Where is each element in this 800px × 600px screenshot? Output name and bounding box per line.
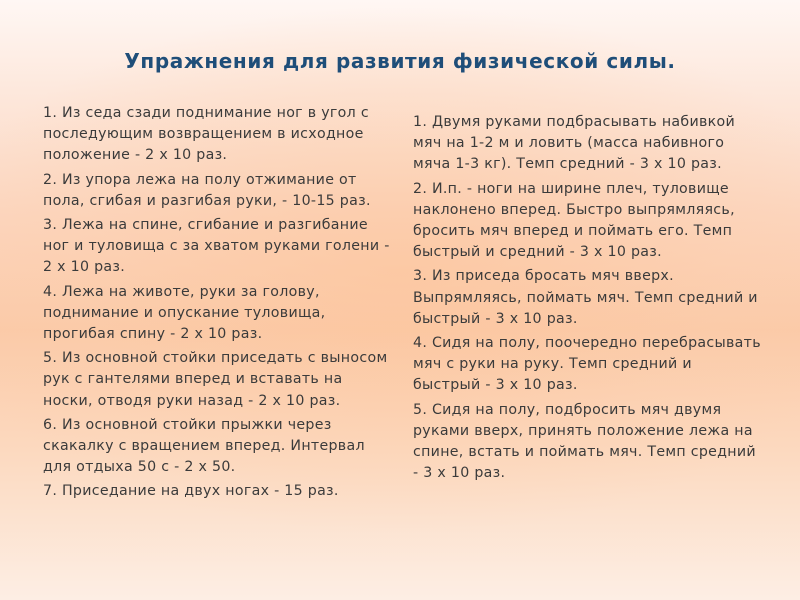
left-exercise-item-7: 7. Приседание на двух ногах - 15 раз. bbox=[43, 483, 339, 500]
left-exercise-item-5: 5. Из основной стойки приседать с выносом рук с гантелями вперед и вставать на носки, отводя руки назад - 2 х 10 раз. bbox=[43, 350, 388, 409]
right-exercise-item-5: 5. Сидя на полу, подбросить мяч двумя руками вверх, принять положение лежа на спине, встать и поймать мяч. Темп средний - 3 х 10 раз. bbox=[413, 401, 756, 482]
right-exercise-list bbox=[413, 112, 763, 487]
slide-title: Упражнения для развития физической силы. bbox=[124, 49, 676, 73]
right-exercise-item-3: 3. Из приседа бросать мяч вверх. Выпрямляясь, поймать мяч. Темп средний и быстрый - 3 х 10 раз. bbox=[413, 268, 758, 327]
right-exercise-item-4: 4. Сидя на полу, поочередно перебрасывать мяч с руки на руку. Темп средний и быстрый - 3 х 10 раз. bbox=[413, 335, 761, 394]
left-exercise-item-3: 3. Лежа на спине, сгибание и разгибание ног и туловища с за хватом руками голени - 2 х 10 раз. bbox=[43, 217, 390, 276]
left-exercise-item-1: 1. Из седа сзади поднимание ног в угол с последующим возвращением в исходное положение - 2 х 10 раз. bbox=[43, 105, 369, 164]
left-exercise-item-4: 4. Лежа на животе, руки за голову, поднимание и опускание туловища, прогибая спину - 2 х 10 раз. bbox=[43, 283, 326, 343]
right-exercise-item-2: 2. И.п. - ноги на ширине плеч, туловище наклонено вперед. Быстро выпрямляясь, бросить мяч вперед и поймать его. Темп быстрый и средний - 3 х 10 раз. bbox=[413, 180, 735, 261]
left-exercise-item-2: 2. Из упора лежа на полу отжимание от пола, сгибая и разгибая руки, - 10-15 раз. bbox=[43, 171, 371, 209]
left-exercise-item-6: 6. Из основной стойки прыжки через скакалку с вращением вперед. Интервал для отдыха 50 с - 2 х 50. bbox=[43, 416, 365, 476]
left-exercise-list bbox=[43, 103, 391, 506]
right-exercise-item-1: 1. Двумя руками подбрасывать набивкой мяч на 1-2 м и ловить (масса набивного мяча 1-3 кг). Темп средний - 3 х 10 раз. bbox=[413, 114, 736, 173]
